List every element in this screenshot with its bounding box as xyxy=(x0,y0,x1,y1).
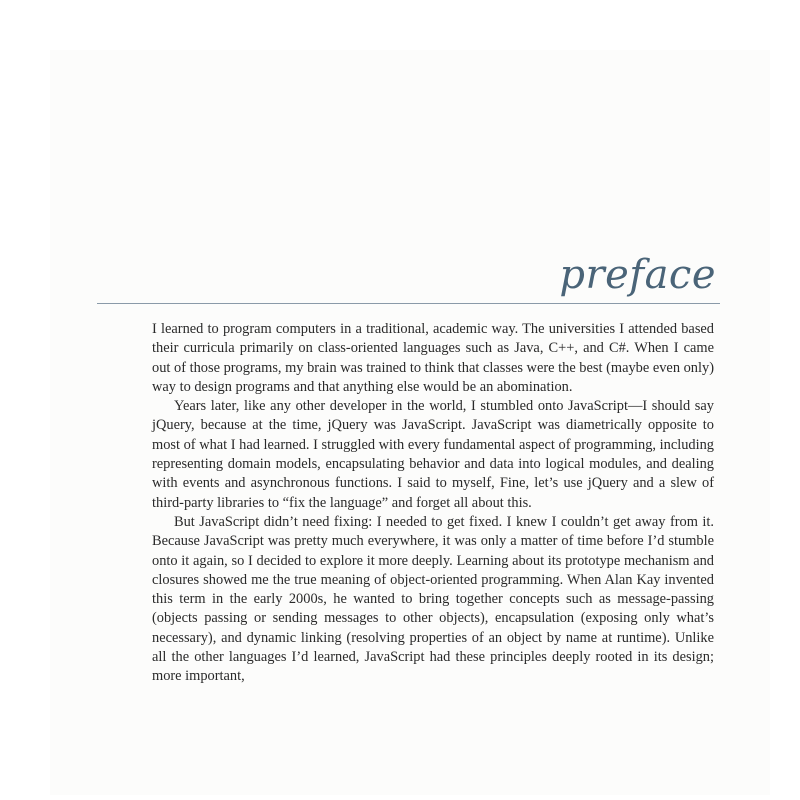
paragraph-2: Years later, like any other developer in the world, I stumbled onto JavaScript—I should say jQuery, because at the time, jQuery was JavaScript. JavaScript was diametrically opposite to most of what I had learned. I struggled with every fundamental aspect of programming, including representing domain models, encapsulating behavior and data into logical modules, and dealing with events and asynchronous functions. I said to myself, Fine, let’s use jQuery and a slew of third-party libraries to “fix the language” and forget all about this. xyxy=(152,398,714,511)
paragraph-3: But JavaScript didn’t need fixing: I needed to get fixed. I knew I couldn’t get away from it. Because JavaScript was pretty much everywhere, it was only a matter of time before I’d stumble onto it again, so I decided to explore it more deeply. Learning about its prototype mechanism and closures showed me the true meaning of object-oriented programming. When Alan Kay invented this term in the early 2000s, he wanted to bring together concepts such as message-passing (objects passing or sending messages to other objects), encapsulation (exposing only what’s necessary), and dynamic linking (resolving properties of an object by name at runtime). Unlike all the other languages I’d learned, JavaScript had these principles deeply rooted in its design; more important, xyxy=(152,513,714,685)
chapter-heading: preface xyxy=(559,252,716,298)
heading-rule xyxy=(97,303,720,304)
body-text xyxy=(152,320,714,687)
paragraph-1: I learned to program computers in a traditional, academic way. The universities I attended based their curricula primarily on class-oriented languages such as Java, C++, and C#. When I came out of those programs, my brain was trained to think that classes were the best (maybe even only) way to design programs and that anything else would be an abomination. xyxy=(152,321,714,395)
